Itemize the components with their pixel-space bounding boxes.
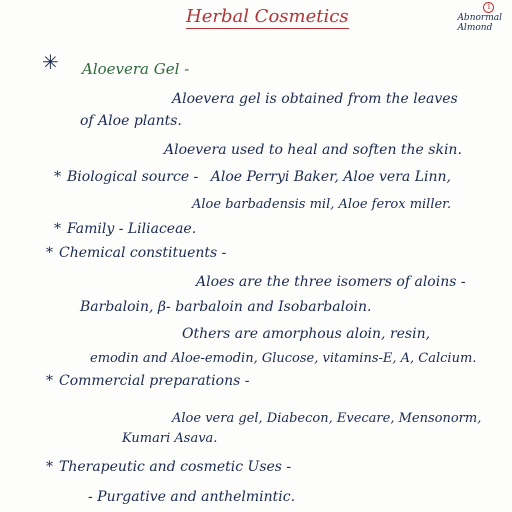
commercial-label: Commercial preparations - — [59, 373, 250, 389]
chem-row — [46, 246, 226, 260]
therapeutic-row — [46, 460, 291, 474]
aloe-description-line3: Aloevera used to heal and soften the skin. — [164, 142, 462, 158]
asterisk-icon: * — [46, 373, 53, 389]
therapeutic-label: Therapeutic and cosmetic Uses - — [59, 459, 292, 475]
bio-source-label: Biological source - — [67, 169, 199, 185]
aloe-description-line1: Aloevera gel is obtained from the leaves — [172, 91, 458, 107]
asterisk-icon: ✳ — [42, 50, 59, 74]
chem-line2: Barbaloin, β- barbaloin and Isobarbaloin. — [80, 299, 372, 315]
commercial-row — [46, 374, 249, 388]
asterisk-icon: * — [54, 169, 61, 185]
bio-source-line1: Aloe Perryi Baker, Aloe vera Linn, — [210, 169, 451, 185]
chem-label: Chemical constituents - — [59, 245, 227, 261]
page-number: 1 — [483, 2, 494, 13]
corner-note-line1: Abnormal — [457, 13, 502, 23]
chem-line3: Others are amorphous aloin, resin, — [182, 326, 431, 342]
asterisk-icon: * — [54, 221, 61, 237]
therapeutic-line1: - Purgative and anthelmintic. — [88, 489, 296, 505]
corner-note — [457, 2, 502, 34]
bio-source-row — [54, 170, 451, 184]
asterisk-icon: * — [46, 245, 53, 261]
aloe-description-line2: of Aloe plants. — [80, 113, 182, 129]
commercial-line1: Aloe vera gel, Diabecon, Evecare, Mensonorm, — [172, 411, 482, 426]
family-text: Family - Liliaceae. — [67, 221, 197, 237]
asterisk-icon: * — [46, 459, 53, 475]
chem-line4: emodin and Aloe-emodin, Glucose, vitamins-E, A, Calcium. — [90, 351, 477, 366]
page-title: Herbal Cosmetics — [186, 6, 349, 27]
commercial-line2: Kumari Asava. — [122, 431, 218, 446]
corner-note-line2: Almond — [457, 23, 493, 34]
family-row — [54, 222, 196, 236]
bio-source-line2: Aloe barbadensis mil, Aloe ferox miller. — [192, 197, 452, 212]
chem-line1: Aloes are the three isomers of aloins - — [196, 274, 466, 290]
section-heading-aloevera: Aloevera Gel - — [82, 60, 190, 78]
